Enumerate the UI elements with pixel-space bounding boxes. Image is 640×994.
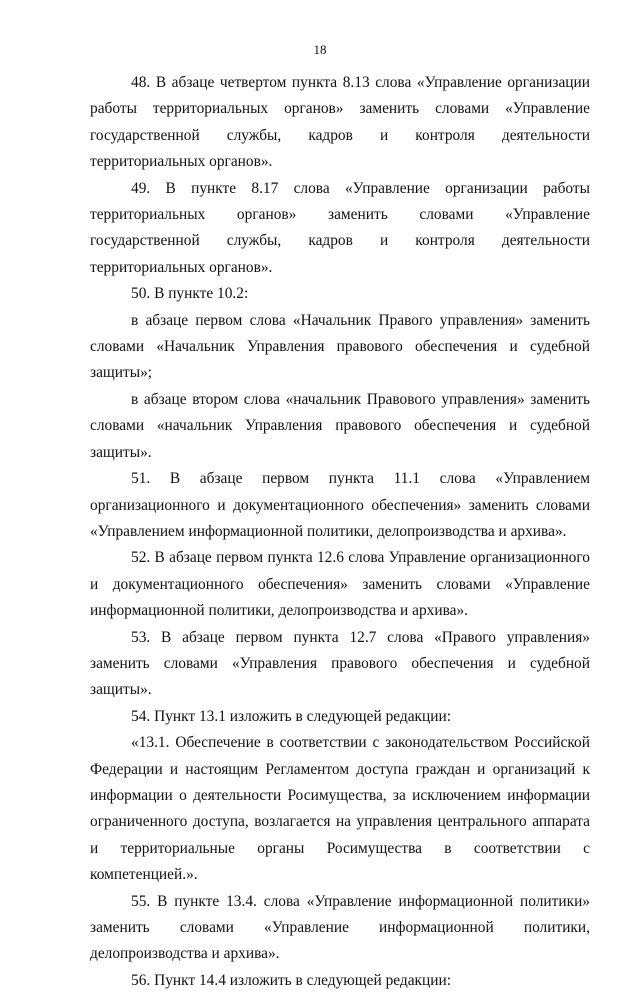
paragraph-53: 53. В абзаце первом пункта 12.7 слова «Правого управления» заменить словами «Управления правового обеспечения и судебной защиты». [90,628,590,699]
paragraph-50-first-abzac: в абзаце первом слова «Начальник Правого управления» заменить словами «Начальник Управления правового обеспечения и судебной защиты»; [90,311,590,382]
paragraph-50-second-abzac: в абзаце втором слова «начальник Правового управления» заменить словами «начальник Управления правового обеспечения и судебной защиты». [90,390,590,461]
paragraph-55: 55. В пункте 13.4. слова «Управление информационной политики» заменить словами «Управление информационной политики, делопроизводства и архива». [90,892,590,963]
paragraph-50: 50. В пункте 10.2: [131,285,249,303]
paragraph-13-1-text: «13.1. Обеспечение в соответствии с законодательством Российской Федерации и настоящим Регламентом доступа граждан и организаций к информации о деятельности Росимущества, за исключением информации ограниченного доступа, возлагается на управления центрального аппарата и территориальные органы Росимущества в соответствии с компетенцией.». [90,734,590,884]
paragraph-48: 48. В абзаце четвертом пункта 8.13 слова «Управление организации работы территориальных органов» заменить словами «Управление государственной службы, кадров и контроля деятельности территориальных органов». [90,74,590,171]
document-body [90,70,590,994]
paragraph-52: 52. В абзаце первом пункта 12.6 слова Управление организационного и документационного обеспечения» заменить словами «Управление информационной политики, делопроизводства и архива». [90,549,590,620]
paragraph-56: 56. Пункт 14.4 изложить в следующей редакции: [131,971,452,989]
paragraph-49: 49. В пункте 8.17 слова «Управление организации работы территориальных органов» заменить словами «Управление государственной службы, кадров и контроля деятельности территориальных органов». [90,179,590,276]
paragraph-54: 54. Пункт 13.1 изложить в следующей редакции: [131,707,452,725]
page-number: 18 [313,42,327,57]
paragraph-51: 51. В абзаце первом пункта 11.1 слова «Управлением организационного и документационного обеспечения» заменить словами «Управлением информационной политики, делопроизводства и архива». [90,470,590,540]
